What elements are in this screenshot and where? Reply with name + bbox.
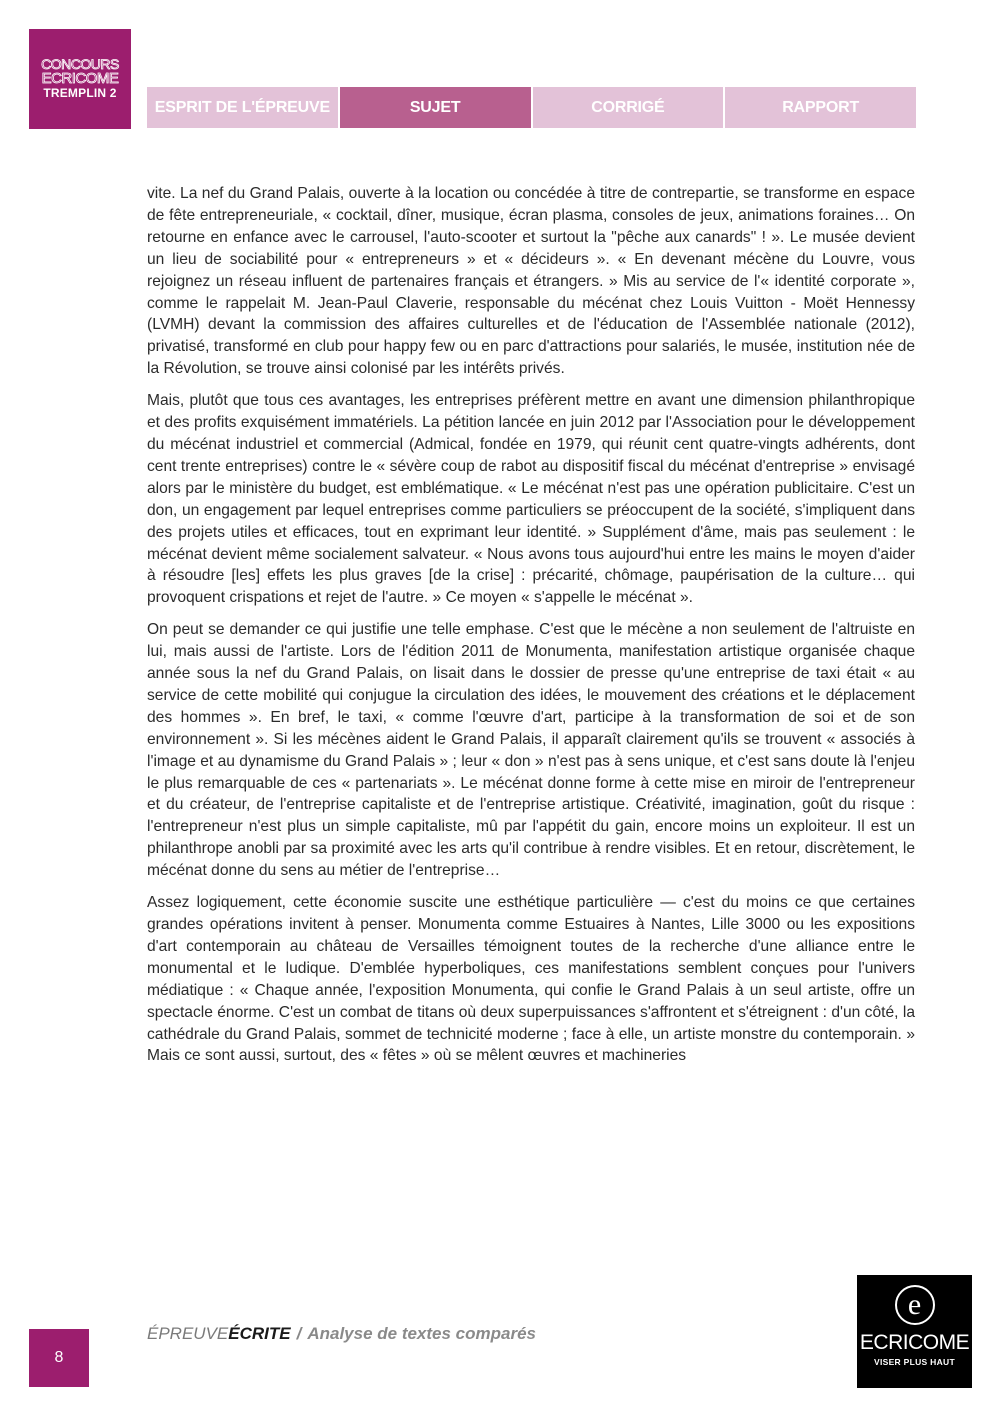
footer-prefix: ÉPREUVE [147, 1324, 229, 1343]
paragraph: Assez logiquement, cette économie suscite une esthétique particulière — c'est du moins ce que certaines grandes opérations invitent à penser. Monumenta comme Estuaires à Nantes, Lille 3000 ou les expositions d'art contemporain au château de Versailles témoignent toutes de la recherche d'une alliance entre le monumental et le ludique. D'emblée hyperboliques, ces manifestations semblent conçues pour l'univers médiatique : « Chaque année, l'exposition Monumenta, qui confie le Grand Palais à un seul artiste, offre un spectacle énorme. C'est un combat de titans où deux superpuissances s'affrontent et s'étreignent : d'un côté, la cathédrale du Grand Palais, sommet de technicité moderne ; face à elle, un artiste monstre du contemporain. » Mais ce sont aussi, surtout, des « fêtes » où se mêlent œuvres et machineries [147, 894, 915, 1065]
footer-title [147, 1324, 536, 1344]
footer-separator: / [296, 1324, 302, 1343]
logo-line-concours: CONCOURS [41, 56, 119, 72]
logo-line-ecricome: ECRICOME [41, 70, 119, 87]
brand-name: ECRICOME [859, 1331, 970, 1354]
tab-sujet[interactable]: SUJET [340, 87, 531, 128]
paragraph: vite. La nef du Grand Palais, ouverte à la location ou concédée à titre de contrepartie, se transforme en espace de fête entrepreneuriale, « cocktail, dîner, musique, écran plasma, consoles de jeux, animations foraines… On retourne en enfance avec le carrousel, l'auto-scooter et surtout la "pêche aux canards" ! ». Le musée devient un lieu de sociabilité pour « entrepreneurs » et « décideurs ». « En devenant mécène du Louvre, vous rejoignez un réseau influent de partenaires français et étrangers. » Mis au service de l'« identité corporate », comme le rappelait M. Jean-Paul Claverie, responsable du mécénat chez Louis Vuitton - Moët Hennessy (LVMH) devant la commission des affaires culturelles et de l'éducation de l'Assemblée nationale (2012), privatisé, transformé en club pour happy few ou en parc d'attractions pour salariés, le musée, institution née de la Révolution, se trouve ainsi colonisé par les intérêts privés. [147, 185, 915, 378]
brand-tagline: VISER PLUS HAUT [873, 1357, 955, 1367]
ecricome-e-icon: e [895, 1285, 935, 1325]
page-number: 8 [29, 1329, 89, 1387]
paragraph: Mais, plutôt que tous ces avantages, les entreprises préfèrent mettre en avant une dimension philanthropique et des profits exquisément immatériels. La pétition lancée en juin 2012 par l'Association pour le développement du mécénat industriel et commercial (Admical, fondée en 1979, qui réunit cent quatre-vingts adhérents, dont cent trente entreprises) contre le « sévère coup de rabot au dispositif fiscal du mécénat d'entreprise » envisagé alors par le ministère du budget, est emblématique. « Le mécénat n'est pas une opération publicitaire. C'est un don, un engagement par lequel entreprises comme particuliers se préoccupent de la société, s'impliquent dans des projets utiles et efficaces, tout en exprimant leur identité. » Supplément d'âme, mais pas seulement : le mécénat devient même socialement salvateur. « Nous avons tous aujourd'hui entre les mains le moyen d'aider à résoudre [les] effets les plus graves [de la crise] : précarité, chômage, paupérisation de la culture… qui provoquent crispations et rejet de l'autre. » Ce moyen « s'appelle le mécénat ». [147, 392, 915, 607]
tab-esprit-epreuve[interactable]: ESPRIT DE L'ÉPREUVE [147, 87, 338, 128]
ecricome-brand-logo [857, 1275, 972, 1388]
section-tabs [147, 87, 916, 128]
footer-strong: ÉCRITE [228, 1324, 291, 1343]
tab-rapport[interactable]: RAPPORT [725, 87, 916, 128]
concours-logo [29, 29, 131, 129]
logo-line-tremplin: TREMPLIN 2 [43, 86, 117, 100]
paragraph: On peut se demander ce qui justifie une telle emphase. C'est que le mécène a non seulement de l'altruiste en lui, mais aussi de l'artiste. Lors de l'édition 2011 de Monumenta, manifestation artistique organisée chaque année sous la nef du Grand Palais, on lisait dans le dossier de presse qu'une entreprise de taxi était « au service de cette mobilité qui conjugue la circulation des idées, le mouvement des créations et le déplacement des hommes ». En bref, le taxi, « comme l'œuvre d'art, participe à la transformation de soi et de son environnement ». Si les mécènes aident le Grand Palais, il apparaît clairement qu'ils se trouvent « associés à l'image et au dynamisme du Grand Palais » ; leur « don » n'est pas à sens unique, et c'est sans doute là l'enjeu le plus remarquable de ces « partenariats ». Le mécénat donne forme à cette mise en miroir de l'entrepreneur et du créateur, de l'entreprise capitaliste et de l'entreprise artistique. Créativité, imagination, goût du risque : l'entrepreneur n'est plus un simple capitaliste, mû par l'appétit du gain, encore moins un exploiteur. Il est un philanthrope anobli par sa proximité avec les arts qu'il contribue à rendre visibles. Et en retour, discrètement, le mécénat donne du sens au métier de l'entreprise… [147, 621, 915, 880]
document-body [147, 183, 915, 1077]
tab-corrige[interactable]: CORRIGÉ [533, 87, 724, 128]
footer-subtitle: Analyse de textes comparés [307, 1324, 536, 1343]
